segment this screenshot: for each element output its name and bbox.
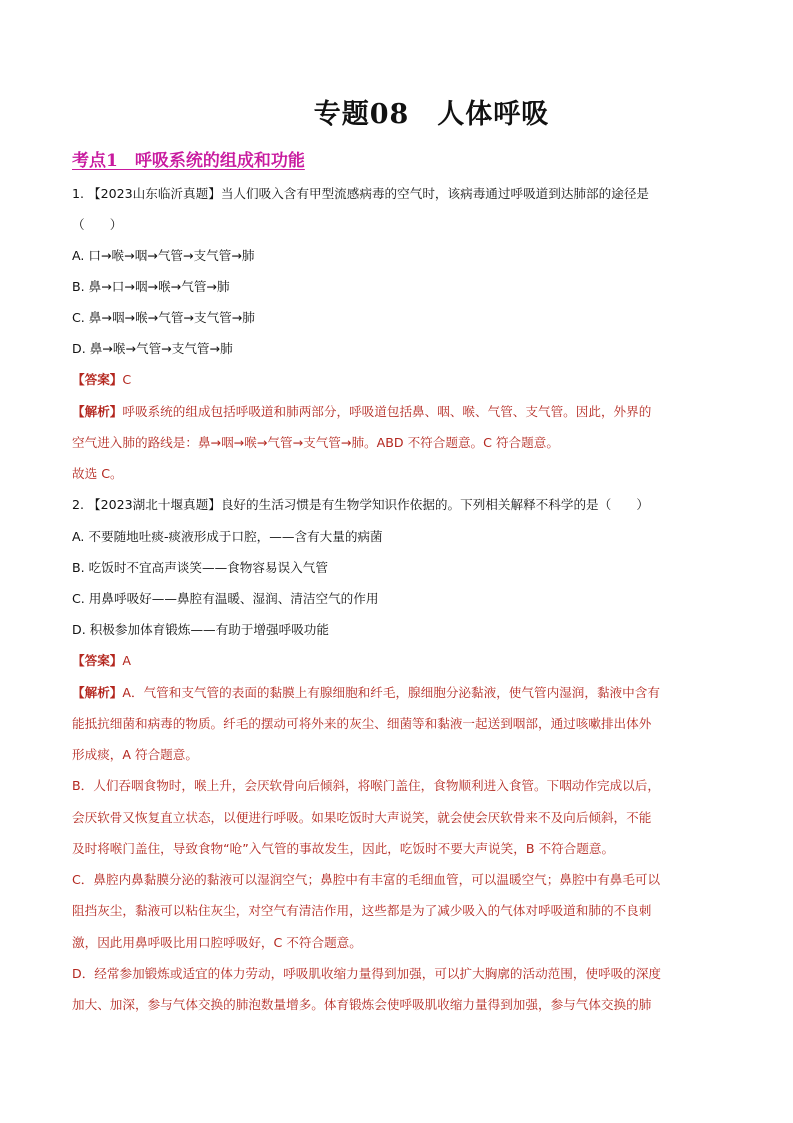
q1-option-a: A. 口→喉→咽→气管→支气管→肺 <box>72 248 255 263</box>
q2-option-d: D. 积极参加体育锻炼——有助于增强呼吸功能 <box>72 622 329 637</box>
q2-option-c: C. 用鼻呼吸好——鼻腔有温暖、湿润、清洁空气的作用 <box>72 591 379 606</box>
q1-answer <box>72 372 724 388</box>
q2-stem: 2. 【2023湖北十堰真题】良好的生活习惯是有生物学知识作依据的。下列相关解释不科学的是（ ） <box>72 497 650 512</box>
q2-analysis-line <box>72 685 724 701</box>
analysis-tag: 【解析】 <box>72 404 123 419</box>
q2-analysis-line: 形成痰，A 符合题意。 <box>72 747 198 762</box>
q2-option-b: B. 吃饭时不宜高声谈笑——食物容易误入气管 <box>72 560 328 575</box>
page-title: 专题08 人体呼吸 <box>313 99 550 130</box>
answer-value: A <box>122 653 131 668</box>
q2-analysis-line: B．人们吞咽食物时，喉上升，会厌软骨向后倾斜，将喉门盖住，食物顺利进入食管。下咽动作完成以后， <box>72 778 660 793</box>
q2-analysis-line: 激，因此用鼻呼吸比用口腔呼吸好，C 不符合题意。 <box>72 935 362 950</box>
q2-analysis-line: 加大、加深，参与气体交换的肺泡数量增多。体育锻炼会使呼吸肌收缩力量得到加强，参与气体交换的肺 <box>72 997 652 1012</box>
q2-analysis-line: 会厌软骨又恢复直立状态，以便进行呼吸。如果吃饭时大声说笑，就会使会厌软骨来不及向后倾斜，不能 <box>72 810 652 825</box>
analysis-tag: 【解析】 <box>72 685 123 700</box>
q2-analysis-line: C．鼻腔内鼻黏膜分泌的黏液可以湿润空气；鼻腔中有丰富的毛细血管，可以温暖空气；鼻腔中有鼻毛可以 <box>72 872 661 887</box>
q2-analysis-line: 能抵抗细菌和病毒的物质。纤毛的摆动可将外来的灰尘、细菌等和黏液一起送到咽部，通过咳嗽排出体外 <box>72 716 652 731</box>
analysis-text: A．气管和支气管的表面的黏膜上有腺细胞和纤毛，腺细胞分泌黏液，使气管内湿润，黏液中含有 <box>122 685 660 700</box>
answer-tag: 【答案】 <box>72 372 123 387</box>
q1-stem-line2: （ ） <box>72 217 123 232</box>
q1-stem-line1: 1. 【2023山东临沂真题】当人们吸入含有甲型流感病毒的空气时，该病毒通过呼吸道到达肺部的途径是 <box>72 186 650 201</box>
q1-analysis-line: 故选 C。 <box>72 466 123 481</box>
q1-option-b: B. 鼻→口→咽→喉→气管→肺 <box>72 279 230 294</box>
answer-value: C <box>122 372 132 387</box>
q1-option-d: D. 鼻→喉→气管→支气管→肺 <box>72 341 233 356</box>
q2-answer <box>72 653 724 669</box>
q1-option-c: C. 鼻→咽→喉→气管→支气管→肺 <box>72 310 255 325</box>
answer-tag: 【答案】 <box>72 653 123 668</box>
q2-analysis-line: D．经常参加锻炼或适宜的体力劳动，呼吸肌收缩力量得到加强，可以扩大胸廓的活动范围，使呼吸的深度 <box>72 966 662 981</box>
section-heading: 考点1 呼吸系统的组成和功能 <box>72 151 305 171</box>
q2-option-a: A. 不要随地吐痰-痰液形成于口腔，——含有大量的病菌 <box>72 529 383 544</box>
q1-analysis-line: 空气进入肺的路线是：鼻→咽→喉→气管→支气管→肺。ABD 不符合题意。C 符合题意。 <box>72 435 559 450</box>
q2-analysis-line: 阻挡灰尘，黏液可以粘住灰尘，对空气有清洁作用，这些都是为了减少吸入的气体对呼吸道和肺的不良刺 <box>72 903 652 918</box>
q1-analysis-line <box>72 404 724 420</box>
q2-analysis-line: 及时将喉门盖住，导致食物“呛”入气管的事故发生，因此，吃饭时不要大声说笑，B 不符合题意。 <box>72 841 615 856</box>
analysis-text: 呼吸系统的组成包括呼吸道和肺两部分，呼吸道包括鼻、咽、喉、气管、支气管。因此，外界的 <box>122 404 652 419</box>
